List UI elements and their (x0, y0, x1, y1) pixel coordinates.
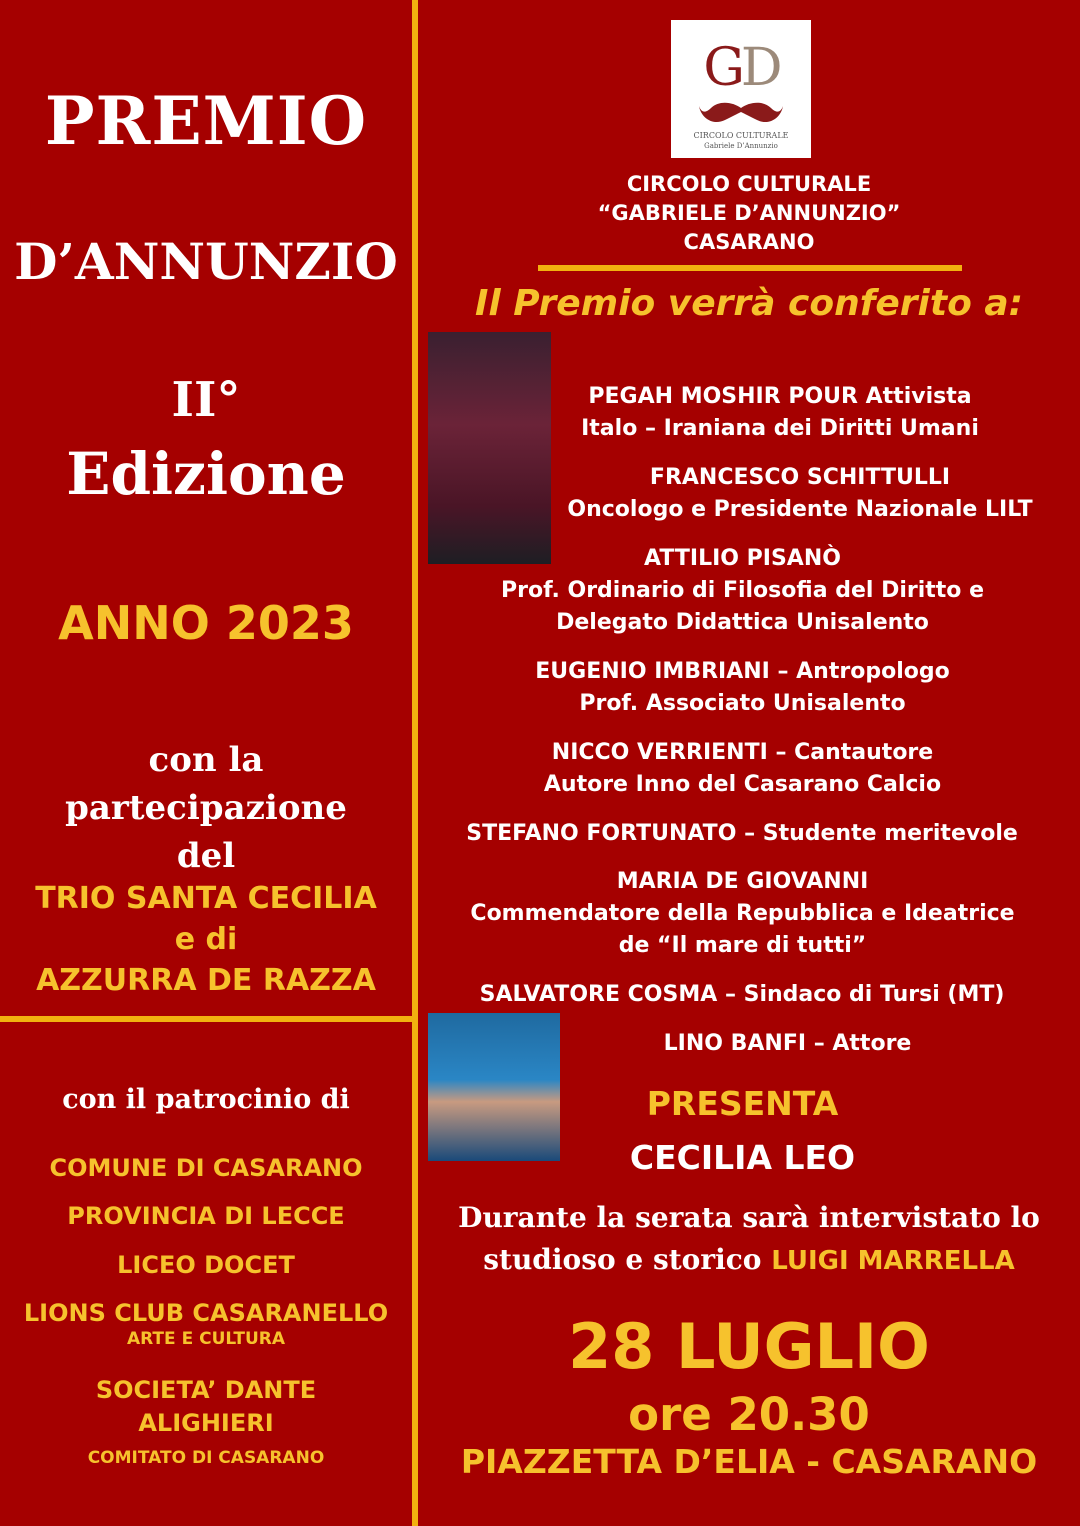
winner-name: LINO BANFI (663, 1031, 807, 1056)
presenta-label: PRESENTA (646, 1084, 839, 1123)
event-date: 28 LUGLIO (568, 1310, 930, 1383)
participation-line-2: partecipazione (65, 788, 347, 828)
event-place: PIAZZETTA D’ELIA - CASARANO (460, 1442, 1038, 1481)
year: ANNO 2023 (58, 596, 354, 650)
sponsor: COMUNE DI CASARANO (49, 1154, 363, 1182)
winner-role: – Studente meritevole (744, 821, 1018, 846)
sponsor-sub: ARTE E CULTURA (126, 1329, 286, 1349)
participation-text (0, 736, 412, 880)
presenter-name: CECILIA LEO (629, 1138, 856, 1177)
winner-name: FRANCESCO SCHITTULLI (649, 465, 951, 490)
winner-name: PEGAH MOSHIR POUR (588, 384, 858, 409)
performers (0, 878, 412, 1001)
sponsor-name: LIONS CLUB CASARANELLO (23, 1299, 389, 1327)
sponsor: LICEO DOCET (117, 1251, 295, 1279)
sponsor (0, 1374, 412, 1475)
sponsor (0, 1299, 412, 1349)
winner-desc: Commendatore della Repubblica e Ideatrice (470, 901, 1015, 926)
edition-number: II° (171, 372, 241, 428)
participation-line-1: con la (148, 740, 264, 780)
winner-desc: de “Il mare di tutti” (618, 933, 867, 958)
performer-and: e di (174, 922, 238, 957)
winner-entry (560, 381, 1000, 445)
winner-role: – Attore (813, 1031, 912, 1056)
left-horizontal-divider (0, 1016, 414, 1022)
edition-label: Edizione (66, 440, 346, 508)
winner-desc: Prof. Ordinario di Filosofia del Diritto e (501, 578, 984, 603)
patronage-label: con il patrocinio di (62, 1084, 350, 1115)
winner-entry (470, 543, 1015, 639)
header-divider (538, 265, 962, 271)
winner-desc: Italo – Iraniana dei Diritti Umani (581, 416, 979, 441)
winner-entry (455, 866, 1030, 962)
winner-desc: Autore Inno del Casarano Calcio (543, 772, 942, 797)
logo-monogram: GD (703, 38, 779, 98)
winner-entry (590, 1028, 985, 1060)
sponsor: PROVINCIA DI LECCE (67, 1202, 345, 1230)
winner-entry (470, 737, 1015, 801)
winner-desc: Prof. Associato Unisalento (579, 691, 906, 716)
organizer-line-1: CIRCOLO CULTURALE (626, 172, 872, 196)
interview-line-2: studioso e storico (483, 1243, 762, 1276)
logo-text-2: Gabriele D’Annunzio (704, 142, 778, 150)
interview-text (418, 1197, 1080, 1282)
winner-name: STEFANO FORTUNATO (466, 821, 737, 846)
interview-line-1: Durante la serata sarà intervistato lo (458, 1201, 1040, 1234)
sponsor-name-2: ALIGHIERI (138, 1409, 274, 1437)
winner-role: Attivista (865, 384, 972, 409)
lino-banfi-photo-image (428, 1013, 560, 1161)
winner-name: MARIA DE GIOVANNI (616, 869, 869, 894)
gd-logo (671, 20, 811, 158)
sponsor-sub: COMITATO DI CASARANO (87, 1448, 325, 1468)
performer-azzurra: AZZURRA DE RAZZA (36, 963, 376, 998)
winner-entry (432, 818, 1052, 850)
winner-name: SALVATORE COSMA (479, 982, 718, 1007)
organizer-line-2: “GABRIELE D’ANNUNZIO” (597, 201, 901, 225)
winner-entry (560, 462, 1040, 526)
winner-name: ATTILIO PISANÒ (644, 546, 841, 571)
winner-desc: Oncologo e Presidente Nazionale LILT (567, 497, 1033, 522)
winner-role: – Antropologo (777, 659, 950, 684)
winner-entry (432, 979, 1052, 1011)
winner-role: – Sindaco di Tursi (MT) (724, 982, 1005, 1007)
interviewee-name: LUIGI MARRELLA (771, 1246, 1015, 1276)
winner-desc: Delegato Didattica Unisalento (556, 610, 929, 635)
performer-trio: TRIO SANTA CECILIA (35, 881, 377, 916)
organizer-line-3: CASARANO (683, 230, 815, 254)
winner-name: NICCO VERRIENTI (551, 740, 768, 765)
sponsor-name-1: SOCIETA’ DANTE (95, 1376, 317, 1404)
winner-photo-image (428, 332, 551, 564)
mustache-icon (699, 100, 783, 128)
title-premio: PREMIO (44, 82, 368, 160)
winner-entry (470, 656, 1015, 720)
awarded-heading: Il Premio verrà conferito a: (474, 283, 1024, 324)
participation-line-3: del (176, 836, 236, 876)
winner-role: – Cantautore (775, 740, 934, 765)
winner-name: EUGENIO IMBRIANI (535, 659, 770, 684)
title-dannunzio: D’ANNUNZIO (14, 232, 398, 291)
logo-text-1: CIRCOLO CULTURALE (693, 131, 789, 140)
event-time: ore 20.30 (628, 1388, 870, 1441)
organizer (418, 170, 1080, 257)
